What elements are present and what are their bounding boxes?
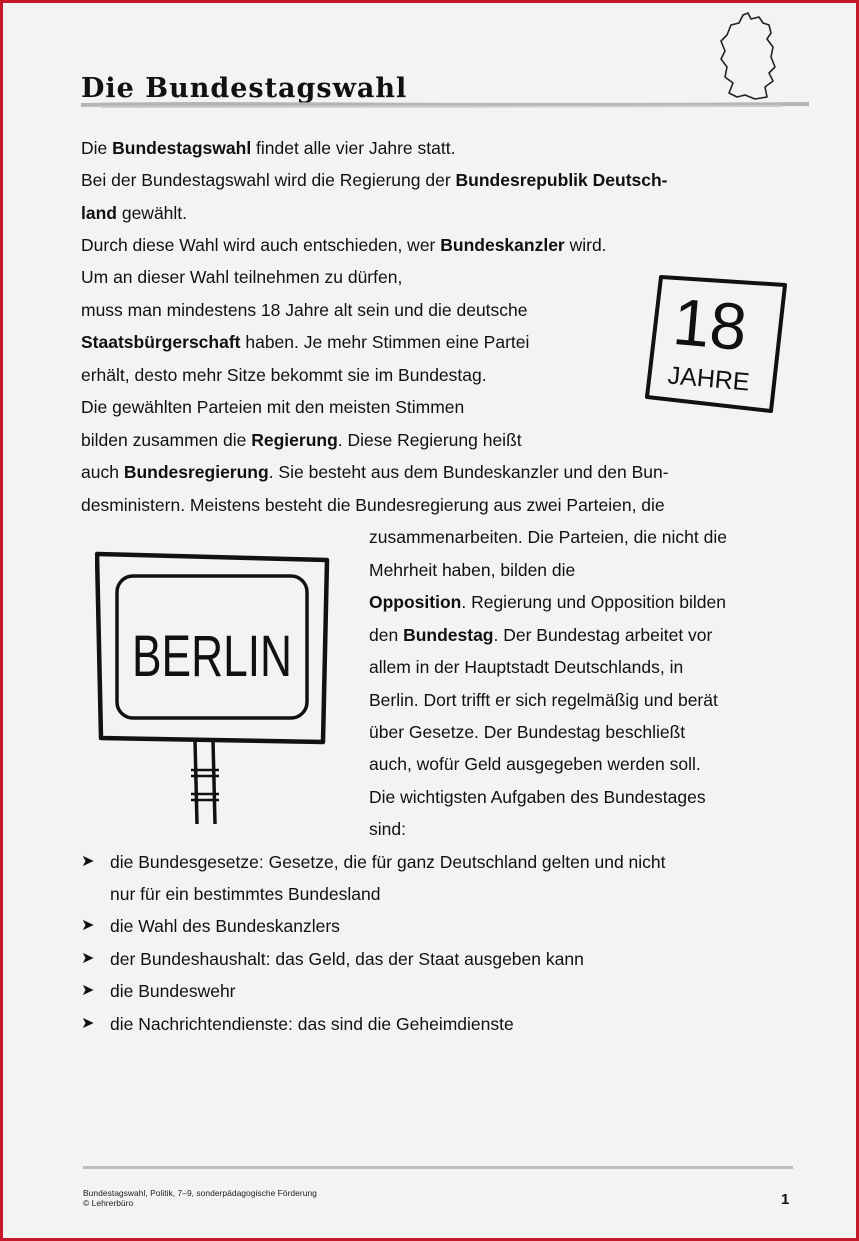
berlin-city-sign [95,548,331,828]
text-line [369,591,726,613]
text-line [81,331,529,353]
text-segment: auch, wofür Geld ausgegeben werden soll. [369,754,701,774]
bold-term: land [81,203,117,223]
text-segment: Die wichtigsten Aufgaben des Bundestages [369,787,706,807]
text-segment: Mehrheit haben, bilden die [369,560,576,580]
text-line [369,624,712,646]
text-segment: Berlin. Dort trifft er sich regelmäßig und berät [369,690,718,710]
bullet-arrow-icon: ➤ [81,1015,95,1032]
page-number: 1 [781,1191,790,1208]
text-segment: gewählt. [116,203,188,223]
text-segment: den [369,625,404,645]
text-segment: Durch diese Wahl wird auch entschieden, wer [81,235,441,255]
list-item: die Bundesgesetze: Gesetze, die für ganz Deutschland gelten und nicht [110,852,666,872]
germany-map-icon [715,11,783,103]
text-segment: über Gesetze. Der Bundestag beschließt [369,722,686,742]
text-segment: . Sie besteht aus dem Bundeskanzler und den Bun- [268,462,669,482]
text-line [81,266,402,288]
text-line [81,169,668,191]
bold-term: Bundeskanzler [440,235,565,255]
text-line [81,429,522,451]
text-segment: wird. [564,235,607,255]
city-sign-label: BERLIN [132,624,292,689]
bullet-arrow-icon: ➤ [81,982,95,999]
bold-term: Opposition [369,592,462,612]
text-line [81,364,487,386]
text-segment: Die gewählten Parteien mit den meisten Stimmen [81,397,465,417]
footer-divider [83,1166,793,1169]
footer-copyright: © Lehrerbüro [83,1198,134,1208]
text-segment: bilden zusammen die [81,430,252,450]
title-underline [81,99,809,109]
text-line [81,234,607,256]
footer-source: Bundestagswahl, Politik, 7–9, sonderpädagogische Förderung [83,1188,317,1198]
bullet-arrow-icon: ➤ [81,917,95,934]
text-line [81,494,665,516]
age-sign-label: JAHRE [666,361,751,397]
text-line [369,559,575,581]
text-line [369,786,706,808]
text-line [81,137,455,159]
age-sign-number: 18 [670,283,750,365]
text-line [369,753,701,775]
text-segment: Die [81,138,113,158]
age-18-sign [643,265,793,415]
list-item: die Bundeswehr [110,981,236,1001]
text-line [369,818,406,840]
footer-info [83,1188,317,1208]
text-segment: Um an dieser Wahl teilnehmen zu dürfen, [81,267,403,287]
text-line [81,202,187,224]
text-segment: sind: [369,819,406,839]
bold-term: Staatsbürgerschaft [81,332,241,352]
text-segment: findet alle vier Jahre statt. [251,138,456,158]
list-item: die Nachrichtendienste: das sind die Geheimdienste [110,1014,514,1034]
text-segment: . Der Bundestag arbeitet vor [493,625,713,645]
list-item: die Wahl des Bundeskanzlers [110,916,340,936]
text-line [81,396,464,418]
text-line [81,461,669,483]
text-segment: zusammenarbeiten. Die Parteien, die nicht die [369,527,727,547]
bullet-arrow-icon: ➤ [81,950,95,967]
bold-term: Bundesrepublik Deutsch- [455,170,668,190]
bold-term: Regierung [251,430,338,450]
bold-term: Bundesregierung [123,462,269,482]
text-line [369,526,727,548]
text-segment: auch [81,462,124,482]
text-line [369,689,718,711]
text-segment: Bei der Bundestagswahl wird die Regierung der [81,170,456,190]
text-segment: muss man mindestens 18 Jahre alt sein und die deutsche [81,300,528,320]
list-item: nur für ein bestimmtes Bundesland [110,884,381,904]
text-segment: haben. Je mehr Stimmen eine Partei [240,332,530,352]
text-segment: erhält, desto mehr Sitze bekommt sie im Bundestag. [81,365,487,385]
text-segment: allem in der Hauptstadt Deutschlands, in [369,657,684,677]
text-segment: . Regierung und Opposition bilden [461,592,726,612]
page-title: Die Bundestagswahl [81,73,408,104]
worksheet-page [3,3,856,1238]
text-line [81,299,528,321]
list-item: der Bundeshaushalt: das Geld, das der Staat ausgeben kann [110,949,584,969]
bullet-arrow-icon: ➤ [81,853,95,870]
text-line [369,656,683,678]
text-segment: . Diese Regierung heißt [337,430,522,450]
bold-term: Bundestag [403,625,494,645]
text-line [369,721,685,743]
bold-term: Bundestagswahl [112,138,252,158]
text-segment: desministern. Meistens besteht die Bundesregierung aus zwei Parteien, die [81,495,665,515]
